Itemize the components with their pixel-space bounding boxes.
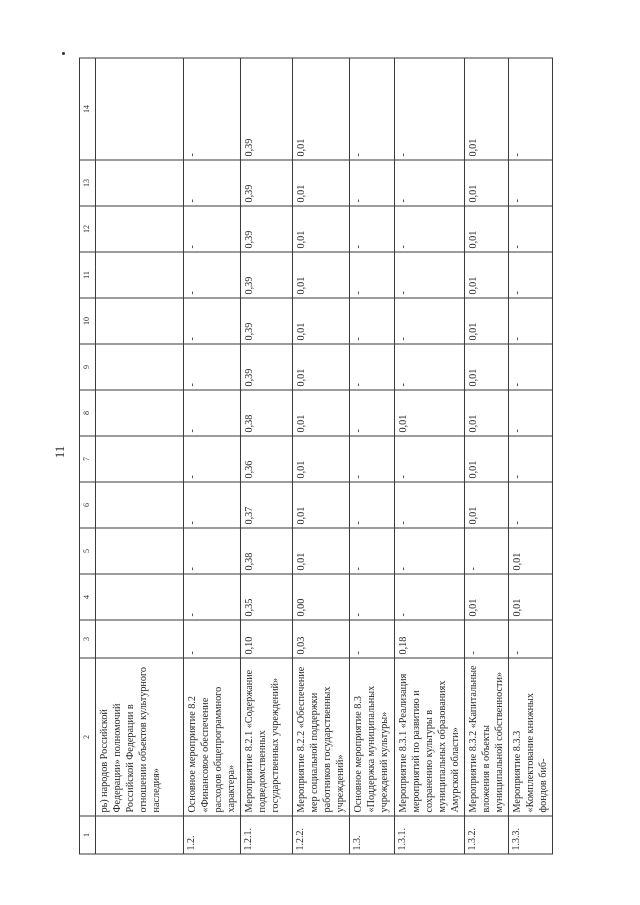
value-cell: 0,39: [241, 160, 293, 206]
value-cell: -: [350, 58, 394, 160]
value-cell: 0,10: [241, 620, 293, 658]
value-cell: -: [350, 160, 394, 206]
value-cell: 0,01: [293, 206, 350, 252]
value-cell: 0,01: [464, 206, 508, 252]
value-cell: -: [350, 482, 394, 528]
value-cell: -: [350, 344, 394, 390]
value-cell: -: [183, 390, 240, 436]
value-cell: -: [350, 298, 394, 344]
value-cell: [95, 436, 183, 482]
column-header: 7: [79, 436, 95, 482]
measure-name-cell: Мероприятие 8.3.3 «Комплектование книжных фондов биб-: [508, 658, 552, 816]
measure-name-cell: Мероприятие 8.3.1 «Реализация мероприятий по развитию и сохранению культуры в муниципальных образованиях Амурской области»: [394, 658, 464, 816]
header-row: [79, 58, 95, 854]
value-cell: 0,01: [464, 298, 508, 344]
value-cell: 0,01: [293, 160, 350, 206]
value-cell: 0,01: [464, 160, 508, 206]
measure-name-cell: Мероприятие 8.2.2 «Обеспечение мер социальной поддержки работников государственных учреждений»: [293, 658, 350, 816]
value-cell: -: [350, 390, 394, 436]
value-cell: -: [394, 344, 464, 390]
value-cell: -: [183, 252, 240, 298]
value-cell: [95, 390, 183, 436]
value-cell: -: [394, 298, 464, 344]
table-row: [508, 58, 552, 854]
column-header: 3: [79, 620, 95, 658]
value-cell: 0,01: [508, 528, 552, 574]
value-cell: -: [508, 344, 552, 390]
column-header: 5: [79, 528, 95, 574]
value-cell: 0,01: [293, 344, 350, 390]
value-cell: 0,36: [241, 436, 293, 482]
value-cell: -: [183, 298, 240, 344]
column-header: 14: [79, 58, 95, 160]
value-cell: 0,01: [464, 574, 508, 620]
value-cell: -: [508, 252, 552, 298]
value-cell: -: [508, 436, 552, 482]
value-cell: -: [508, 58, 552, 160]
value-cell: -: [350, 206, 394, 252]
value-cell: -: [350, 620, 394, 658]
value-cell: -: [183, 436, 240, 482]
value-cell: -: [350, 252, 394, 298]
value-cell: -: [183, 482, 240, 528]
value-cell: -: [183, 160, 240, 206]
value-cell: [95, 298, 183, 344]
value-cell: [95, 574, 183, 620]
value-cell: -: [508, 482, 552, 528]
value-cell: 0,39: [241, 252, 293, 298]
value-cell: -: [350, 528, 394, 574]
value-cell: 0,01: [293, 528, 350, 574]
table-row: [293, 58, 350, 854]
value-cell: -: [183, 344, 240, 390]
value-cell: 0,39: [241, 206, 293, 252]
value-cell: [95, 206, 183, 252]
column-header: 1: [79, 816, 95, 854]
column-header: 2: [79, 658, 95, 816]
column-header: 11: [79, 252, 95, 298]
value-cell: -: [183, 574, 240, 620]
value-cell: [95, 160, 183, 206]
value-cell: -: [394, 252, 464, 298]
table-row: [183, 58, 240, 854]
column-header: 9: [79, 344, 95, 390]
value-cell: 0,01: [293, 58, 350, 160]
value-cell: -: [183, 528, 240, 574]
value-cell: 0,39: [241, 344, 293, 390]
value-cell: 0,01: [464, 390, 508, 436]
column-header: 4: [79, 574, 95, 620]
value-cell: 0,38: [241, 528, 293, 574]
measure-name-cell: рь) народов Российской Федерации» полномочий Российской Федерации в отношении объектов культурного наследия»: [95, 658, 183, 816]
value-cell: -: [394, 574, 464, 620]
measure-name-cell: Мероприятие 8.2.1 «Содержание подведомственных государственных учреждений»: [241, 658, 293, 816]
value-cell: 0,00: [293, 574, 350, 620]
value-cell: 0,38: [241, 390, 293, 436]
value-cell: 0,35: [241, 574, 293, 620]
column-header: 6: [79, 482, 95, 528]
value-cell: 0,01: [293, 390, 350, 436]
column-header: 10: [79, 298, 95, 344]
value-cell: -: [394, 482, 464, 528]
row-number-cell: 1.3.: [350, 816, 394, 854]
value-cell: -: [183, 206, 240, 252]
value-cell: -: [464, 528, 508, 574]
table-body: [95, 58, 552, 854]
row-number-cell: [95, 816, 183, 854]
value-cell: 0,39: [241, 58, 293, 160]
value-cell: 0,01: [293, 436, 350, 482]
table-row: [241, 58, 293, 854]
row-number-cell: 1.2.1.: [241, 816, 293, 854]
value-cell: 0,01: [464, 58, 508, 160]
table-row: [464, 58, 508, 854]
value-cell: 0,01: [464, 252, 508, 298]
value-cell: [95, 58, 183, 160]
column-header: 13: [79, 160, 95, 206]
value-cell: 0,01: [508, 574, 552, 620]
value-cell: -: [508, 298, 552, 344]
value-cell: 0,01: [464, 436, 508, 482]
value-cell: -: [350, 436, 394, 482]
value-cell: 0,39: [241, 298, 293, 344]
value-cell: -: [350, 574, 394, 620]
value-cell: -: [183, 620, 240, 658]
table-row: [394, 58, 464, 854]
value-cell: [95, 252, 183, 298]
value-cell: 0,01: [464, 482, 508, 528]
data-table: [79, 58, 553, 855]
value-cell: -: [394, 206, 464, 252]
table-row: [350, 58, 394, 854]
value-cell: [95, 528, 183, 574]
value-cell: -: [508, 206, 552, 252]
value-cell: 0,01: [464, 344, 508, 390]
value-cell: 0,18: [394, 620, 464, 658]
column-header: 8: [79, 390, 95, 436]
row-number-cell: 1.2.2.: [293, 816, 350, 854]
row-number-cell: 1.3.1.: [394, 816, 464, 854]
row-number-cell: 1.3.2.: [464, 816, 508, 854]
row-number-cell: 1.2.: [183, 816, 240, 854]
column-header: 12: [79, 206, 95, 252]
measure-name-cell: Мероприятие 8.3.2 «Капитальные вложения в объекты муниципальной собственности»: [464, 658, 508, 816]
scan-speck: [62, 52, 65, 55]
value-cell: -: [464, 620, 508, 658]
value-cell: -: [394, 160, 464, 206]
value-cell: -: [508, 390, 552, 436]
value-cell: [95, 620, 183, 658]
value-cell: 0,01: [293, 252, 350, 298]
value-cell: -: [394, 528, 464, 574]
value-cell: [95, 344, 183, 390]
value-cell: 0,37: [241, 482, 293, 528]
value-cell: -: [394, 436, 464, 482]
value-cell: -: [394, 58, 464, 160]
value-cell: -: [183, 58, 240, 160]
value-cell: 0,01: [293, 298, 350, 344]
value-cell: 0,03: [293, 620, 350, 658]
page-number: 11: [52, 445, 67, 459]
value-cell: -: [508, 620, 552, 658]
measure-name-cell: Основное мероприятие 8.2 «Финансовое обеспечение расходов общепрограммного характера»: [183, 658, 240, 816]
value-cell: 0,01: [293, 482, 350, 528]
measure-name-cell: Основное мероприятие 8.3 «Поддержка муниципальных учреждений культуры»: [350, 658, 394, 816]
value-cell: -: [508, 160, 552, 206]
table-row: [95, 58, 183, 854]
row-number-cell: 1.3.3.: [508, 816, 552, 854]
value-cell: [95, 482, 183, 528]
table-frame: [82, 58, 549, 854]
value-cell: 0,01: [394, 390, 464, 436]
